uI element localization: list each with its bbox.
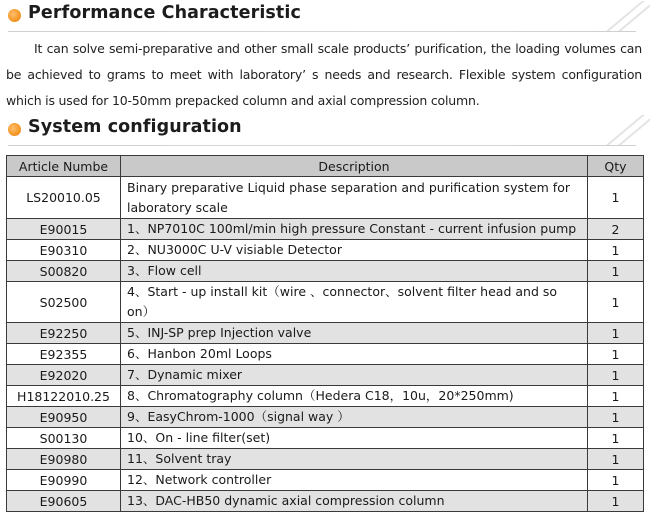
cell-description: Binary preparative Liquid phase separation and purification system for laboratory scale [121,177,588,219]
column-header-article: Article Numbe [7,156,121,177]
cell-qty: 1 [588,240,644,261]
table-row [7,177,644,219]
cell-description: 12、Network controller [121,470,588,491]
cell-article-number: E90015 [7,219,121,240]
cell-article-number: E90990 [7,470,121,491]
column-header-qty: Qty [588,156,644,177]
section-title: Performance Characteristic [28,3,301,23]
cell-qty: 1 [588,323,644,344]
cell-description: 2、NU3000C U-V visiable Detector [121,240,588,261]
cell-description: 7、Dynamic mixer [121,365,588,386]
cell-article-number: S00130 [7,428,121,449]
table-row [7,344,644,365]
cell-description: 10、On - line filter(set) [121,428,588,449]
cell-description: 13、DAC-HB50 dynamic axial compression column [121,491,588,512]
cell-description: 8、Chromatography column（Hedera C18，10u，20*250mm) [121,386,588,407]
cell-article-number: E90950 [7,407,121,428]
cell-article-number: E90980 [7,449,121,470]
cell-article-number: H18122010.25 [7,386,121,407]
diagonal-stripes-decoration [596,121,636,145]
cell-article-number: S02500 [7,282,121,323]
section-divider [8,145,636,146]
table-row [7,365,644,386]
cell-description: 5、INJ-SP prep Injection valve [121,323,588,344]
cell-qty: 1 [588,491,644,512]
cell-qty: 1 [588,261,644,282]
cell-article-number: E92355 [7,344,121,365]
cell-qty: 1 [588,428,644,449]
performance-description: It can solve semi-preparative and other small scale products’ purification, the loading volumes can be achieved to grams to meet with laboratory’ s needs and research. Flexible system configuration which is used for 10-50mm prepacked column and axial compression column. [6,41,642,108]
diagonal-stripes-decoration [596,7,636,31]
cell-article-number: E90310 [7,240,121,261]
table-row [7,240,644,261]
cell-article-number: S00820 [7,261,121,282]
table-row [7,282,644,323]
cell-description: 11、Solvent tray [121,449,588,470]
cell-article-number: E92020 [7,365,121,386]
cell-article-number: LS20010.05 [7,177,121,219]
table-row [7,261,644,282]
cell-description: 4、Start - up install kit（wire 、connector、solvent filter head and so on） [121,282,588,323]
cell-qty: 1 [588,177,644,219]
cell-qty: 1 [588,470,644,491]
orange-bullet-icon [8,9,21,22]
section-divider [8,31,636,32]
cell-description: 6、Hanbon 20ml Loops [121,344,588,365]
table-row [7,219,644,240]
table-row [7,323,644,344]
cell-qty: 1 [588,282,644,323]
cell-description: 9、EasyChrom-1000（signal way ） [121,407,588,428]
section-header-performance [0,0,650,32]
cell-qty: 1 [588,344,644,365]
column-header-description: Description [121,156,588,177]
cell-article-number: E92250 [7,323,121,344]
table-header-row [7,156,644,177]
system-configuration-table [6,155,644,512]
cell-article-number: E90605 [7,491,121,512]
cell-qty: 1 [588,386,644,407]
cell-description: 3、Flow cell [121,261,588,282]
section-title: System configuration [28,117,242,137]
table-row [7,407,644,428]
table-row [7,428,644,449]
orange-bullet-icon [8,123,21,136]
cell-qty: 1 [588,449,644,470]
cell-qty: 1 [588,407,644,428]
table-row [7,386,644,407]
section-header-system [0,114,650,146]
cell-qty: 1 [588,365,644,386]
cell-qty: 2 [588,219,644,240]
table-row [7,491,644,512]
table-row [7,470,644,491]
table-row [7,449,644,470]
cell-description: 1、NP7010C 100ml/min high pressure Constant - current infusion pump [121,219,588,240]
